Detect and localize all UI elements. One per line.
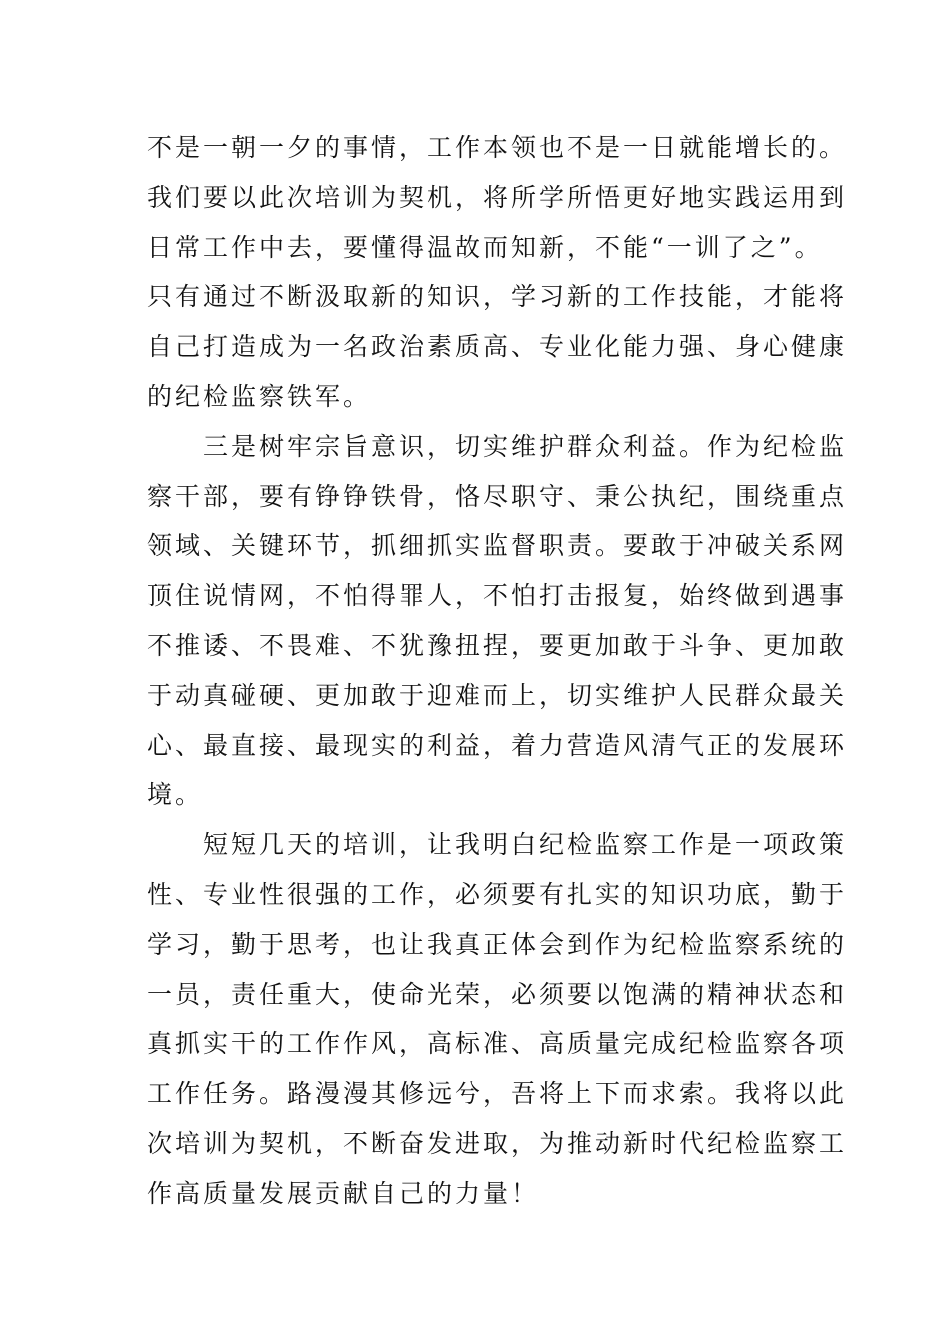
text-line: 作高质量发展贡献自己的力量！ [147, 1178, 540, 1208]
text-line: 不是一朝一夕的事情，工作本领也不是一日就能增长的。 [147, 133, 848, 162]
document-body [147, 123, 848, 1219]
text-line: 工作任务。路漫漫其修远兮，吾将上下而求索。我将以此 [147, 1079, 848, 1109]
paragraph-conclusion-start: 短短几天的培训，让我明白纪检监察工作是一项政策 [203, 830, 848, 860]
text-line: 的纪检监察铁军。 [147, 381, 372, 411]
text-line: 日常工作中去，要懂得温故而知新，不能“一训了之”。 [147, 232, 823, 262]
text-line: 一员，责任重大，使命光荣，必须要以饱满的精神状态和 [147, 979, 848, 1009]
text-line: 察干部，要有铮铮铁骨，恪尽职守、秉公执纪，围绕重点 [147, 481, 848, 511]
paragraph-3-start: 三是树牢宗旨意识，切实维护群众利益。作为纪检监 [203, 431, 848, 461]
text-line: 领域、关键环节，抓细抓实监督职责。要敢于冲破关系网 [147, 531, 848, 561]
text-line: 顶住说情网，不怕得罪人，不怕打击报复，始终做到遇事 [147, 581, 848, 611]
text-line: 学习，勤于思考，也让我真正体会到作为纪检监察系统的 [147, 929, 848, 959]
text-line: 性、专业性很强的工作，必须要有扎实的知识功底，勤于 [147, 879, 848, 909]
text-line: 自己打造成为一名政治素质高、专业化能力强、身心健康 [147, 332, 848, 362]
text-line: 只有通过不断汲取新的知识，学习新的工作技能，才能将 [147, 282, 848, 312]
text-line: 不推诿、不畏难、不犹豫扭捏，要更加敢于斗争、更加敢 [147, 630, 848, 660]
text-line: 次培训为契机，不断奋发进取，为推动新时代纪检监察工 [147, 1128, 848, 1158]
text-line: 于动真碰硬、更加敢于迎难而上，切实维护人民群众最关 [147, 680, 848, 710]
text-line: 我们要以此次培训为契机，将所学所悟更好地实践运用到 [147, 182, 848, 212]
text-line: 心、最直接、最现实的利益，着力营造风清气正的发展环 [147, 730, 848, 760]
text-line: 境。 [147, 780, 204, 810]
text-line: 真抓实干的工作作风，高标准、高质量完成纪检监察各项 [147, 1029, 848, 1059]
